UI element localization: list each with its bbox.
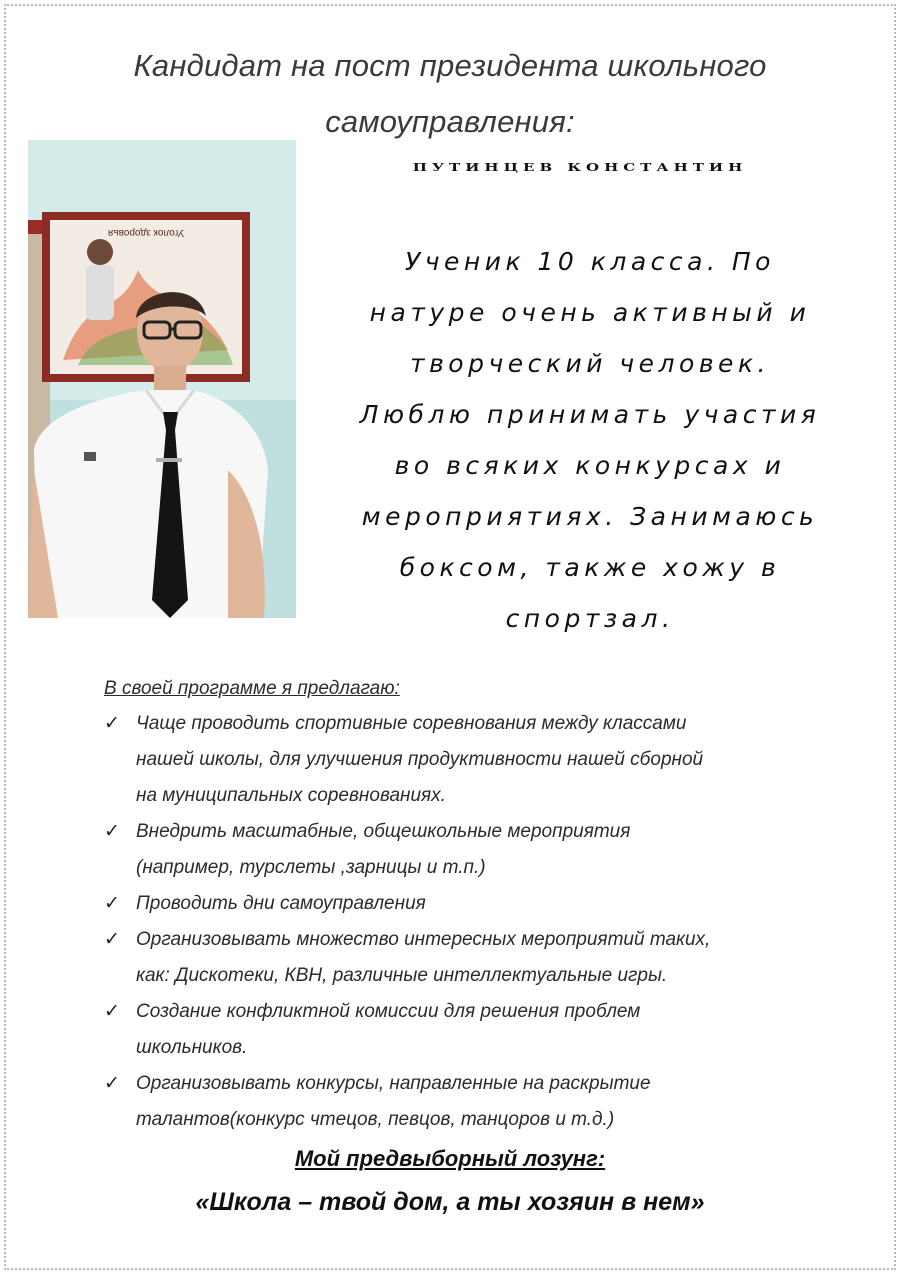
list-item <box>104 1066 870 1138</box>
checkmark-icon: ✓ <box>104 1001 120 1022</box>
list-item <box>104 922 870 994</box>
page-title <box>60 38 840 150</box>
list-item <box>104 886 870 922</box>
list-item <box>104 994 870 1066</box>
bio-line: мероприятиях. Занимаюсь <box>361 502 819 531</box>
list-item <box>104 814 870 886</box>
candidate-name: ПУТИНЦЕВ КОНСТАНТИН <box>412 160 748 174</box>
list-item <box>104 706 870 814</box>
checkmark-icon: ✓ <box>104 929 120 950</box>
bio-line: Люблю принимать участия <box>359 400 821 429</box>
item-line: на муниципальных соревнованиях. <box>136 785 446 806</box>
item-line: как: Дискотеки, КВН, различные интеллектуальные игры. <box>136 965 668 986</box>
candidate-photo <box>28 140 296 618</box>
title-line-2: самоуправления: <box>325 104 575 139</box>
checkmark-icon: ✓ <box>104 1073 120 1094</box>
bio-line: спортзал. <box>505 604 675 633</box>
bio-line: творческий человек. <box>410 349 770 378</box>
bio-line: во всяких конкурсах и <box>394 451 786 480</box>
checkmark-icon: ✓ <box>104 713 120 734</box>
item-line: (например, турслеты ,зарницы и т.п.) <box>136 857 486 878</box>
slogan-heading: Мой предвыборный лозунг: <box>294 1146 606 1171</box>
item-line: Внедрить масштабные, общешкольные мероприятия <box>136 821 631 842</box>
program-list <box>104 706 870 1138</box>
bio-text <box>320 236 860 644</box>
poster-text: Уголок здоровья <box>107 227 185 238</box>
item-line: Организовывать конкурсы, направленные на раскрытие <box>136 1073 651 1094</box>
program-section <box>104 672 870 1138</box>
bio-line: боксом, также хожу в <box>399 553 781 582</box>
bio-line: Ученик 10 класса. По <box>405 247 775 276</box>
item-line: Проводить дни самоуправления <box>136 893 426 914</box>
checkmark-icon: ✓ <box>104 821 120 842</box>
bio-line: натуре очень активный и <box>369 298 811 327</box>
checkmark-icon: ✓ <box>104 893 120 914</box>
item-line: Организовывать множество интересных мероприятий таких, <box>136 929 711 950</box>
program-heading: В своей программе я предлагаю: <box>104 678 400 699</box>
title-line-1: Кандидат на пост президента школьного <box>133 48 767 83</box>
item-line: школьников. <box>136 1037 248 1058</box>
item-line: нашей школы, для улучшения продуктивности нашей сборной <box>136 749 704 770</box>
slogan-text: «Школа – твой дом, а ты хозяин в нем» <box>195 1188 705 1216</box>
item-line: Чаще проводить спортивные соревнования между классами <box>136 713 687 734</box>
item-line: талантов(конкурс чтецов, певцов, танцоров и т.д.) <box>136 1109 615 1130</box>
item-line: Создание конфликтной комиссии для решения проблем <box>136 1001 641 1022</box>
